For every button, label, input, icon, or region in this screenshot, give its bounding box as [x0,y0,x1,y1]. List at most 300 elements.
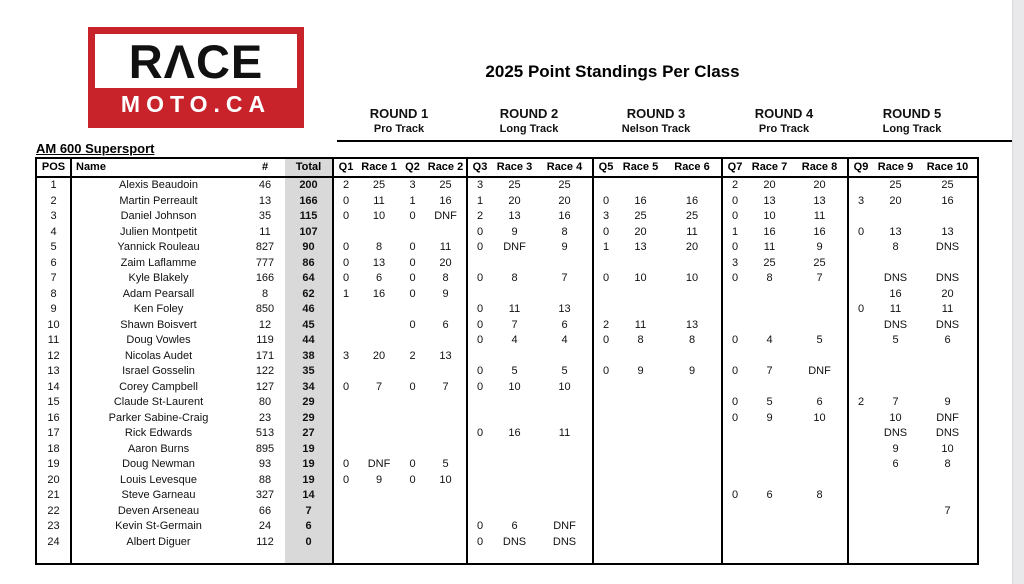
result-cell: 6 [442,318,449,331]
total-points-cell: 90 [285,240,333,256]
total-points-cell: 107 [285,225,333,241]
table-filler-row [36,550,978,564]
pos-cell: 16 [47,411,60,424]
result-cell [425,535,467,551]
result-cell [618,457,663,473]
result-cell: 0 [467,535,492,551]
total-points-cell: 19 [285,473,333,489]
pos-cell: 1 [50,179,57,191]
result-cell [618,411,663,427]
rider-name-cell: Kyle Blakely [71,271,245,287]
filler-cell [792,550,848,564]
result-cell [400,442,425,458]
result-cell [722,380,747,396]
bike-number-cell: 80 [258,396,272,408]
result-cell [358,411,400,427]
result-cell: DNS [935,427,960,439]
result-cell: 20 [763,179,776,191]
result-cell [492,256,537,272]
result-cell: 5 [511,365,518,377]
result-cell [425,225,467,241]
total-points-cell: 19 [285,442,333,458]
result-cell [618,535,663,551]
result-cell [663,457,722,473]
result-cell: 13 [813,194,826,207]
result-cell: 1 [467,194,492,210]
result-cell [467,256,492,272]
filler-cell [873,550,918,564]
result-cell [593,349,618,365]
result-cell [333,395,358,411]
result-cell: 20 [634,225,647,238]
result-cell: 5 [766,396,773,408]
result-cell: 0 [722,364,747,380]
total-points-cell: 6 [285,519,333,535]
table-row [36,426,978,442]
result-cell: 7 [816,272,823,284]
result-cell: 5 [892,334,899,346]
result-cell [467,349,492,365]
result-cell [747,442,792,458]
result-cell [873,380,918,396]
result-cell [618,395,663,411]
result-cell: DNS [883,272,908,284]
total-points-cell: 86 [285,256,333,272]
bike-number-cell: 35 [258,210,272,222]
rider-name-cell: Parker Sabine-Craig [71,411,245,427]
result-cell [792,380,848,396]
result-cell: 0 [593,364,618,380]
result-cell: 13 [889,225,902,238]
result-cell: 0 [722,411,747,427]
result-cell: 0 [593,194,618,210]
table-row [36,240,978,256]
page-edge-strip [1012,0,1024,584]
result-cell: 0 [848,225,873,241]
total-points-cell: 0 [285,535,333,551]
result-cell: 1 [333,287,358,303]
pos-cell: 6 [50,256,57,269]
result-cell: 16 [813,225,826,238]
round-2-name: ROUND 2 [499,106,559,121]
result-cell: 4 [766,334,773,346]
result-cell: 10 [941,442,954,455]
total-points-cell: 64 [285,271,333,287]
result-cell: 0 [409,380,416,393]
table-row [36,271,978,287]
result-cell [663,411,722,427]
result-cell: 0 [467,519,492,535]
result-cell: 20 [941,287,954,300]
result-cell: 16 [508,427,521,439]
filler-cell [71,550,245,564]
table-row [36,256,978,272]
result-cell [593,488,618,504]
result-cell: 16 [634,194,647,207]
result-cell: 0 [467,318,492,334]
result-cell: 16 [685,194,699,207]
result-cell: 0 [722,240,747,256]
bike-number-cell: 119 [256,334,274,346]
result-cell [747,380,792,396]
table-row [36,411,978,427]
result-cell: 25 [685,210,699,222]
result-cell [537,457,593,473]
filler-cell [467,550,492,564]
col-header-total: Total [285,158,333,177]
result-cell [663,504,722,520]
result-cell [663,302,722,318]
pos-cell: 12 [47,349,60,362]
result-cell [792,535,848,551]
result-cell: 20 [508,194,521,207]
col-header-race6: Race 6 [663,158,722,177]
result-cell: 25 [508,179,521,191]
result-cell [848,426,873,442]
result-cell: 6 [561,318,568,331]
result-cell [848,349,873,365]
result-cell: 1 [409,194,416,207]
bike-number-cell: 127 [255,380,275,393]
pos-cell: 2 [50,194,57,207]
bike-number-cell: 513 [255,427,275,439]
result-cell: 11 [763,241,776,253]
result-cell: 16 [889,287,902,300]
total-points-cell: 7 [285,504,333,520]
result-cell: 9 [688,365,696,377]
round-1-name: ROUND 1 [369,106,429,121]
result-cell [618,177,663,194]
result-cell [467,411,492,427]
result-cell [593,380,618,396]
result-cell: 0 [467,333,492,349]
pos-cell: 17 [47,427,60,439]
result-cell [333,426,358,442]
pos-cell: 22 [47,504,60,517]
result-cell: 25 [439,179,452,191]
result-cell [722,473,747,489]
filler-cell [492,550,537,564]
result-cell [425,519,467,535]
result-cell: 0 [467,380,492,396]
round-4-name: ROUND 4 [754,106,814,121]
result-cell [492,411,537,427]
result-cell [848,457,873,473]
result-cell: DNF [808,365,831,377]
result-cell: 0 [333,256,358,272]
rider-name-cell: Julien Montpetit [71,225,245,241]
rider-name-cell: Doug Newman [71,457,245,473]
result-cell [593,504,618,520]
rider-name-cell: Ken Foley [71,302,245,318]
result-cell [333,535,358,551]
result-cell: DNF [503,241,526,253]
result-cell [848,504,873,520]
result-cell [792,349,848,365]
rider-name-cell: Deven Arseneau [71,504,245,520]
result-cell: 0 [409,473,416,486]
result-cell [792,426,848,442]
round-5-header [847,106,977,136]
result-cell: 13 [941,225,954,238]
result-cell [663,395,722,411]
result-cell: 6 [816,396,823,408]
bike-number-cell: 88 [258,473,272,486]
result-cell: 20 [439,256,452,269]
result-cell [492,287,537,303]
result-cell: 0 [409,256,416,269]
result-cell: 0 [467,240,492,256]
result-cell [663,380,722,396]
result-cell: 3 [848,194,873,210]
result-cell [848,488,873,504]
result-cell [873,519,918,535]
result-cell [593,457,618,473]
result-cell: 4 [561,334,568,346]
result-cell [747,535,792,551]
result-cell: 11 [686,225,698,238]
rider-name-cell: Corey Campbell [71,380,245,396]
pos-cell: 5 [50,241,57,253]
result-cell: 7 [892,396,899,408]
filler-cell [36,550,71,564]
result-cell: 7 [944,504,951,517]
pos-cell: 8 [50,287,57,300]
bike-number-cell: 13 [258,194,272,207]
table-header-row [36,158,978,177]
result-cell: DNS [502,535,527,548]
result-cell [593,395,618,411]
table-row [36,442,978,458]
total-points-cell: 62 [285,287,333,303]
col-header-pos: POS [36,158,71,177]
total-points-cell: 46 [285,302,333,318]
result-cell [722,535,747,551]
result-cell: 8 [944,458,951,470]
rider-name-cell: Yannick Rouleau [71,240,245,256]
result-cell [618,380,663,396]
result-cell [918,209,978,225]
result-cell [467,473,492,489]
result-cell: 2 [409,349,416,362]
result-cell [848,318,873,334]
round-4-header [719,106,849,136]
logo-motoca-text: MOTO.CA [95,88,297,121]
result-cell: DNF [367,458,391,470]
col-header-race7: Race 7 [747,158,792,177]
round-header-underline [337,140,1012,142]
result-cell [873,209,918,225]
result-cell [663,535,722,551]
col-header-number: # [245,158,285,177]
result-cell [792,287,848,303]
result-cell [848,271,873,287]
result-cell: 11 [373,194,385,207]
result-cell [593,411,618,427]
result-cell [537,504,593,520]
filler-cell [358,550,400,564]
rider-name-cell: Claude St-Laurent [71,395,245,411]
result-cell: DNF [936,411,959,424]
bike-number-cell: 93 [258,458,272,470]
result-cell: 9 [766,411,773,424]
result-cell [792,457,848,473]
result-cell [618,302,663,318]
filler-cell [400,550,425,564]
pos-cell: 23 [47,520,60,532]
table-row [36,349,978,365]
table-row [36,318,978,334]
result-cell: 5 [816,334,823,346]
result-cell [467,287,492,303]
filler-cell [663,550,722,564]
result-cell: 0 [333,380,358,396]
result-cell [873,349,918,365]
result-cell [593,535,618,551]
pos-cell: 14 [47,380,60,393]
result-cell [873,364,918,380]
pos-cell: 15 [47,396,60,408]
result-cell: 6 [511,520,518,532]
result-cell [873,488,918,504]
table-row [36,333,978,349]
result-cell: 3 [722,256,747,272]
round-2-track: Long Track [499,123,559,135]
result-cell [848,209,873,225]
result-cell [722,287,747,303]
standings-table-body [36,177,978,564]
result-cell: 0 [722,271,747,287]
result-cell [467,504,492,520]
result-cell: 11 [634,318,647,331]
total-points-cell: 35 [285,364,333,380]
result-cell [618,504,663,520]
result-cell: 7 [375,380,383,393]
result-cell: 0 [409,287,416,300]
total-points-cell: 38 [285,349,333,365]
result-cell [425,488,467,504]
pos-cell: 9 [50,303,57,315]
result-cell [747,318,792,334]
result-cell [400,504,425,520]
result-cell [722,426,747,442]
result-cell [918,473,978,489]
result-cell [593,287,618,303]
result-cell: 16 [763,225,776,238]
rider-name-cell: Nicolas Audet [71,349,245,365]
result-cell [747,349,792,365]
table-row [36,380,978,396]
result-cell [425,333,467,349]
result-cell: 8 [637,334,644,346]
result-cell: 2 [333,177,358,194]
col-header-race5: Race 5 [618,158,663,177]
bike-number-cell: 166 [255,272,275,284]
filler-cell [285,550,333,564]
result-cell [425,411,467,427]
result-cell [663,473,722,489]
result-cell: 8 [561,225,568,238]
result-cell: 7 [511,318,518,331]
result-cell: 0 [409,272,416,284]
result-cell [747,457,792,473]
result-cell [918,256,978,272]
result-cell [663,177,722,194]
result-cell [358,519,400,535]
result-cell: 11 [941,303,954,315]
result-cell [663,442,722,458]
filler-cell [333,550,358,564]
pos-cell: 19 [47,458,60,470]
result-cell [358,333,400,349]
result-cell [792,302,848,318]
table-row [36,194,978,210]
filler-cell [618,550,663,564]
result-cell [593,302,618,318]
result-cell [358,225,400,241]
round-5-name: ROUND 5 [882,106,942,121]
result-cell: 8 [892,241,899,253]
result-cell [848,535,873,551]
table-row [36,504,978,520]
result-cell: 0 [848,302,873,318]
result-cell [492,442,537,458]
result-cell: 3 [409,179,416,191]
result-cell: 11 [439,241,452,253]
result-cell [747,302,792,318]
bike-number-cell: 23 [258,411,272,424]
result-cell: 5 [442,458,449,470]
result-cell: 0 [467,302,492,318]
result-cell [848,240,873,256]
round-5-track: Long Track [882,123,942,135]
rider-name-cell: Doug Vowles [71,333,245,349]
result-cell: 0 [333,240,358,256]
result-cell [492,504,537,520]
result-cell [593,442,618,458]
result-cell: 11 [889,303,902,315]
filler-cell [593,550,618,564]
result-cell [918,380,978,396]
result-cell [333,504,358,520]
rider-name-cell: Shawn Boisvert [71,318,245,334]
result-cell: 0 [722,395,747,411]
result-cell: 0 [722,333,747,349]
round-1-track: Pro Track [373,123,425,135]
result-cell [848,442,873,458]
rider-name-cell: Adam Pearsall [71,287,245,303]
result-cell [425,504,467,520]
result-cell [848,333,873,349]
logo-race-text: RΛCE [128,34,264,88]
result-cell [467,488,492,504]
result-cell [358,318,400,334]
table-row [36,209,978,225]
result-cell: DNF [553,520,576,532]
result-cell: 6 [944,334,951,346]
total-points-cell: 115 [285,209,333,225]
result-cell: 13 [372,256,386,269]
result-cell [358,426,400,442]
result-cell [358,488,400,504]
table-row [36,488,978,504]
result-cell [618,442,663,458]
result-cell [848,256,873,272]
result-cell [425,302,467,318]
result-cell: 6 [892,458,899,470]
result-cell [848,177,873,194]
result-cell: 0 [333,473,358,489]
